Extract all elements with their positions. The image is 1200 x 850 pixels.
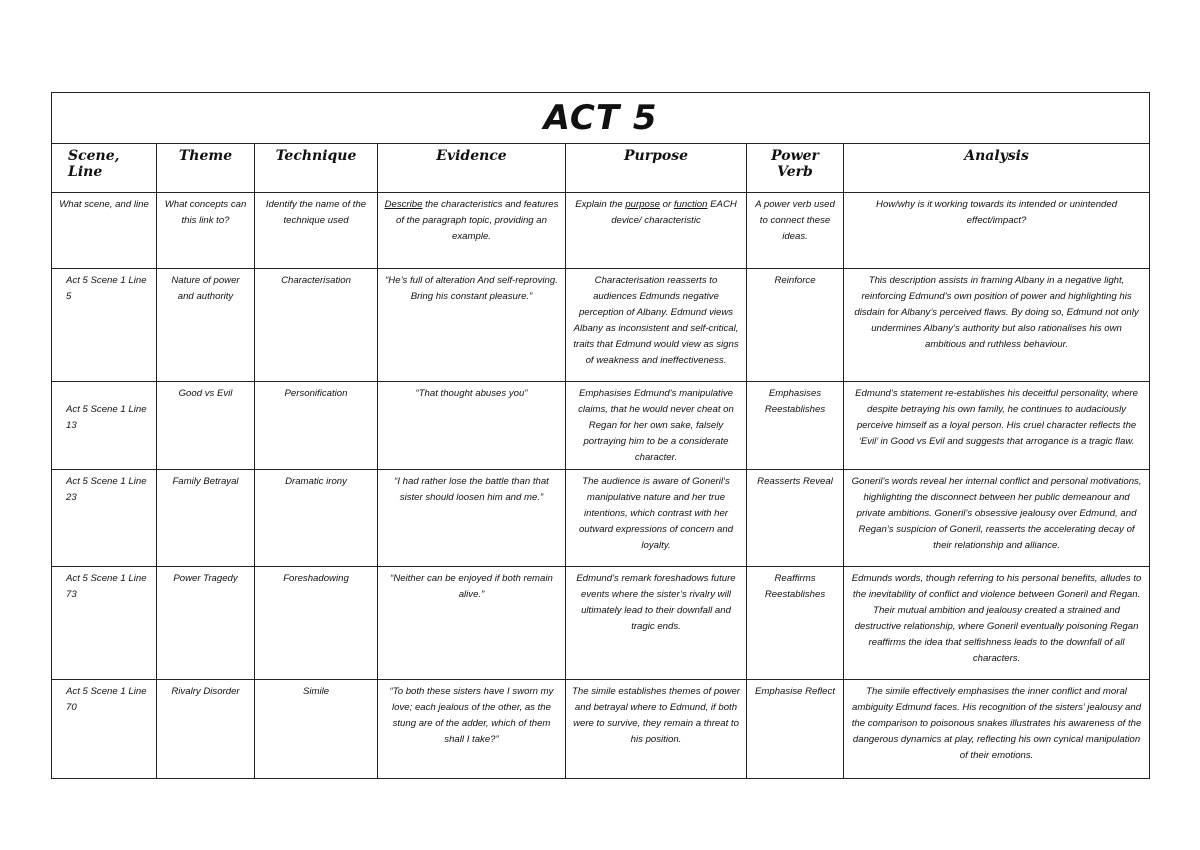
header-row	[52, 144, 1150, 193]
col-header-theme: Theme	[157, 144, 255, 193]
guide-purpose-a: Explain the	[575, 199, 626, 210]
row-technique: Characterisation	[255, 269, 378, 382]
col-header-scene: Scene, Line	[52, 144, 157, 193]
col-header-analysis: Analysis	[844, 144, 1150, 193]
guide-purpose-u2: function	[673, 199, 708, 210]
guide-purpose	[566, 193, 747, 269]
guide-evidence-underlined: Describe	[384, 199, 423, 210]
row-theme: Power Tragedy	[157, 567, 255, 680]
guide-evidence	[378, 193, 566, 269]
row-power-verb: Emphasises Reestablishes	[747, 382, 844, 470]
row-evidence: “To both these sisters have I sworn my love; each jealous of the other, as the stung are of the adder, which of them shall I take?”	[378, 680, 566, 779]
row-evidence: “I had rather lose the battle than that sister should loosen him and me.”	[378, 470, 566, 567]
col-header-evidence: Evidence	[378, 144, 566, 193]
guide-evidence-text: the characteristics and features of the paragraph topic, providing an example.	[396, 199, 559, 242]
table-row	[52, 567, 1150, 680]
row-technique: Foreshadowing	[255, 567, 378, 680]
row-power-verb: Reasserts Reveal	[747, 470, 844, 567]
row-theme: Family Betrayal	[157, 470, 255, 567]
row-evidence: “Neither can be enjoyed if both remain alive.”	[378, 567, 566, 680]
row-evidence: “He’s full of alteration And self-reproving. Bring his constant pleasure.”	[378, 269, 566, 382]
col-header-technique: Technique	[255, 144, 378, 193]
title-cell	[52, 93, 1150, 144]
row-scene: Act 5 Scene 1 Line 73	[52, 567, 157, 680]
guide-analysis	[844, 193, 1150, 269]
analysis-table-wrapper	[51, 92, 1149, 779]
guide-row	[52, 193, 1150, 269]
row-scene: Act 5 Scene 1 Line 13	[52, 382, 157, 470]
table-row	[52, 470, 1150, 567]
row-purpose: The audience is aware of Goneril’s manipulative nature and her true intentions, which contrast with her outward expressions of concern and loyalty.	[566, 470, 747, 567]
row-purpose: Characterisation reasserts to audiences Edmunds negative perception of Albany. Edmund views Albany as inconsistent and self-critical, traits that Edmund would view as signs of weakness and ineffectiveness.	[566, 269, 747, 382]
row-scene: Act 5 Scene 1 Line 5	[52, 269, 157, 382]
row-technique: Simile	[255, 680, 378, 779]
row-power-verb: Emphasise Reflect	[747, 680, 844, 779]
guide-verb	[747, 193, 844, 269]
row-scene: Act 5 Scene 1 Line 23	[52, 470, 157, 567]
row-theme: Good vs Evil	[157, 382, 255, 470]
table-row	[52, 680, 1150, 779]
row-analysis: Edmunds words, though referring to his personal benefits, alludes to the inevitability of conflict and violence between Goneril and Regan. Their mutual ambition and jealousy created a strained and destructive relationship, where Goneril eventually poisoning Regan reaffirms the idea that selfishness leads to the downfall of all characters.	[844, 567, 1150, 680]
table-row	[52, 269, 1150, 382]
guide-purpose-c: EACH device/ characteristic	[611, 199, 737, 226]
col-header-purpose: Purpose	[566, 144, 747, 193]
row-purpose: Edmund’s remark foreshadows future events where the sister’s rivalry will ultimately lead to their downfall and tragic ends.	[566, 567, 747, 680]
guide-theme	[157, 193, 255, 269]
row-analysis: Goneril’s words reveal her internal conflict and personal motivations, highlighting the disconnect between her public demeanour and private ambitions. Goneril’s obsessive jealousy over Edmund, and Regan’s suspicion of Goneril, reasserts the accelerating decay of their relationship and alliance.	[844, 470, 1150, 567]
row-analysis: The simile effectively emphasises the inner conflict and moral ambiguity Edmund faces. His recognition of the sisters’ jealousy and the comparison to poisonous snakes illustrates his awareness of the dangerous dynamics at play, reflecting his own cynical manipulation of their emotions.	[844, 680, 1150, 779]
row-power-verb: Reaffirms Reestablishes	[747, 567, 844, 680]
row-theme: Nature of power and authority	[157, 269, 255, 382]
analysis-table	[51, 92, 1150, 779]
guide-technique-text: Identify the name of the technique used	[265, 199, 367, 226]
row-theme: Rivalry Disorder	[157, 680, 255, 779]
row-technique: Personification	[255, 382, 378, 470]
row-purpose: The simile establishes themes of power and betrayal where to Edmund, if both were to survive, they remain a threat to his position.	[566, 680, 747, 779]
page-title: ACT 5	[543, 98, 658, 138]
table-row	[52, 382, 1150, 470]
row-scene: Act 5 Scene 1 Line 70	[52, 680, 157, 779]
guide-technique	[255, 193, 378, 269]
row-evidence: “That thought abuses you”	[378, 382, 566, 470]
guide-theme-text: What concepts can this link to?	[164, 199, 247, 226]
row-power-verb: Reinforce	[747, 269, 844, 382]
row-purpose: Emphasises Edmund’s manipulative claims, that he would never cheat on Regan for her own sake, falsely portraying him to be a considerate character.	[566, 382, 747, 470]
col-header-power-verb: Power Verb	[747, 144, 844, 193]
row-technique: Dramatic irony	[255, 470, 378, 567]
row-analysis: Edmund’s statement re-establishes his deceitful personality, where despite betraying his own family, he continues to audaciously perceive himself as a loyal person. His cruel character reflects the ‘Evil’ in Good vs Evil and suggests that arrogance is a tragic flaw.	[844, 382, 1150, 470]
row-analysis: This description assists in framing Albany in a negative light, reinforcing Edmund’s own position of power and highlighting his disdain for Albany’s perceived flaws. By doing so, Edmund not only undermines Albany’s authority but also rationalises his own ambitious and ruthless behaviour.	[844, 269, 1150, 382]
guide-verb-text: A power verb used to connect these ideas.	[755, 199, 835, 242]
guide-scene-text: What scene, and line	[59, 199, 149, 210]
guide-scene	[52, 193, 157, 269]
guide-analysis-text: How/why is it working towards its intended or unintended effect/impact?	[876, 199, 1118, 226]
guide-purpose-u1: purpose	[625, 199, 660, 210]
guide-purpose-b: or	[660, 199, 674, 210]
title-row	[52, 93, 1150, 144]
